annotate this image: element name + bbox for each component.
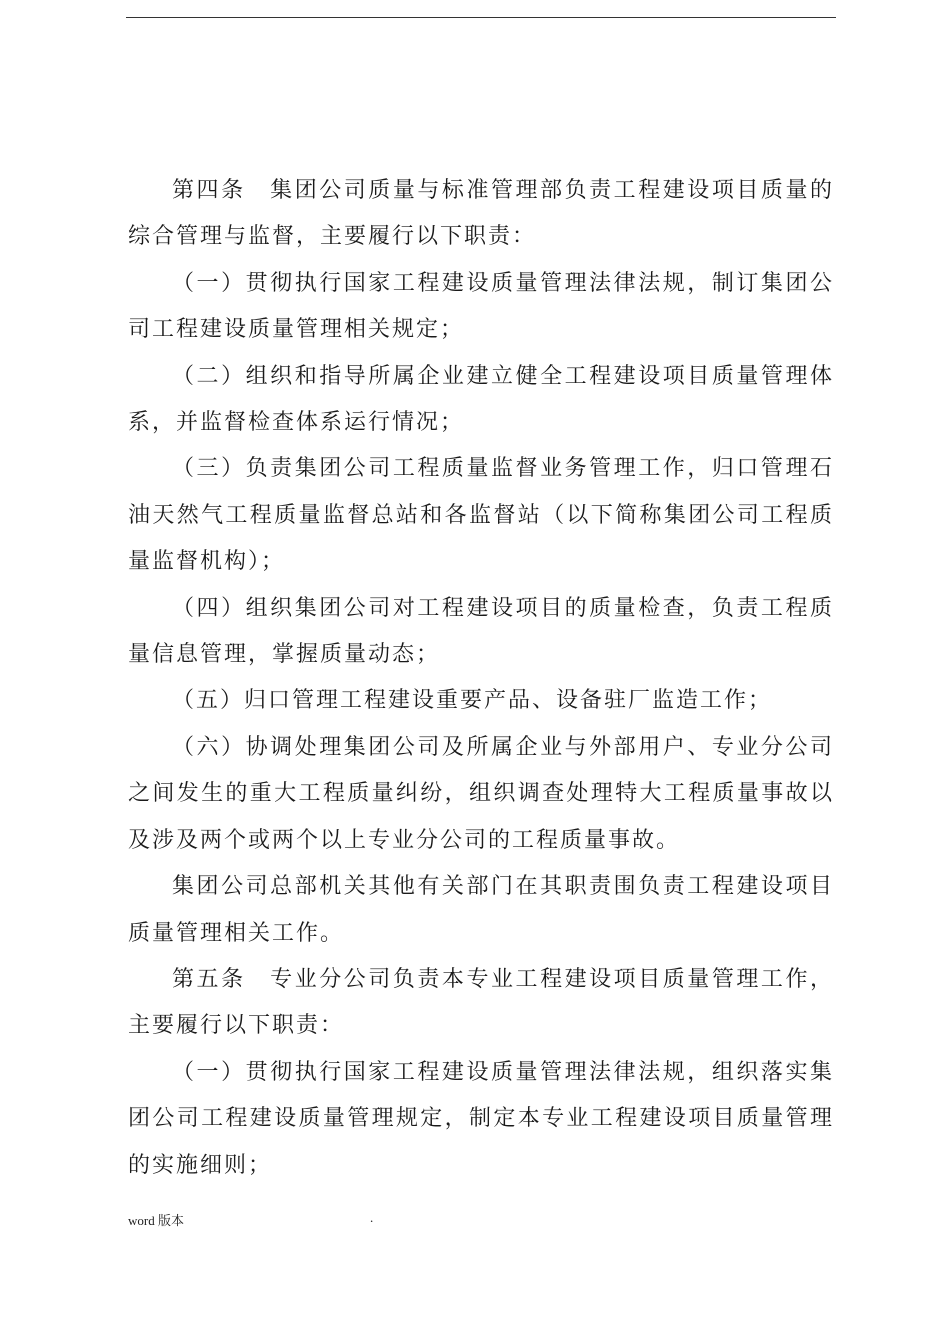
paragraph-article-5: 第五条 专业分公司负责本专业工程建设项目质量管理工作，主要履行以下职责： [128,966,834,1039]
paragraph-4-item-4: （四）组织集团公司对工程建设项目的质量检查，负责工程质量信息管理，掌握质量动态； [128,595,834,668]
paragraph-5-item-1: （一）贯彻执行国家工程建设质量管理法律法规，组织落实集团公司工程建设质量管理规定，制定本专业工程建设项目质量管理的实施细则； [128,1059,834,1178]
paragraph-4-item-3: （三）负责集团公司工程质量监督业务管理工作，归口管理石油天然气工程质量监督总站和各监督站（以下简称集团公司工程质量监督机构）； [128,456,834,575]
paragraph-4-note: 集团公司总部机关其他有关部门在其职责围负责工程建设项目质量管理相关工作。 [128,874,834,946]
paragraph-4-item-1: （一）贯彻执行国家工程建设质量管理法律法规，制订集团公司工程建设质量管理相关规定； [128,270,834,343]
header-rule [126,17,836,18]
paragraph-4-item-6: （六）协调处理集团公司及所属企业与外部用户、专业分公司之间发生的重大工程质量纠纷，组织调查处理特大工程质量事故以及涉及两个或两个以上专业分公司的工程质量事故。 [128,734,834,853]
footer-version-label: word 版本 [128,1213,184,1228]
paragraph-4-item-2: （二）组织和指导所属企业建立健全工程建设项目质量管理体系，并监督检查体系运行情况； [128,363,834,436]
document-body [128,168,834,1189]
paragraph-4-item-5: （五）归口管理工程建设重要产品、设备驻厂监造工作； [172,688,773,714]
paragraph-article-4: 第四条 集团公司质量与标准管理部负责工程建设项目质量的综合管理与监督，主要履行以下职责： [128,178,834,250]
footer-dot: . [370,1210,374,1225]
